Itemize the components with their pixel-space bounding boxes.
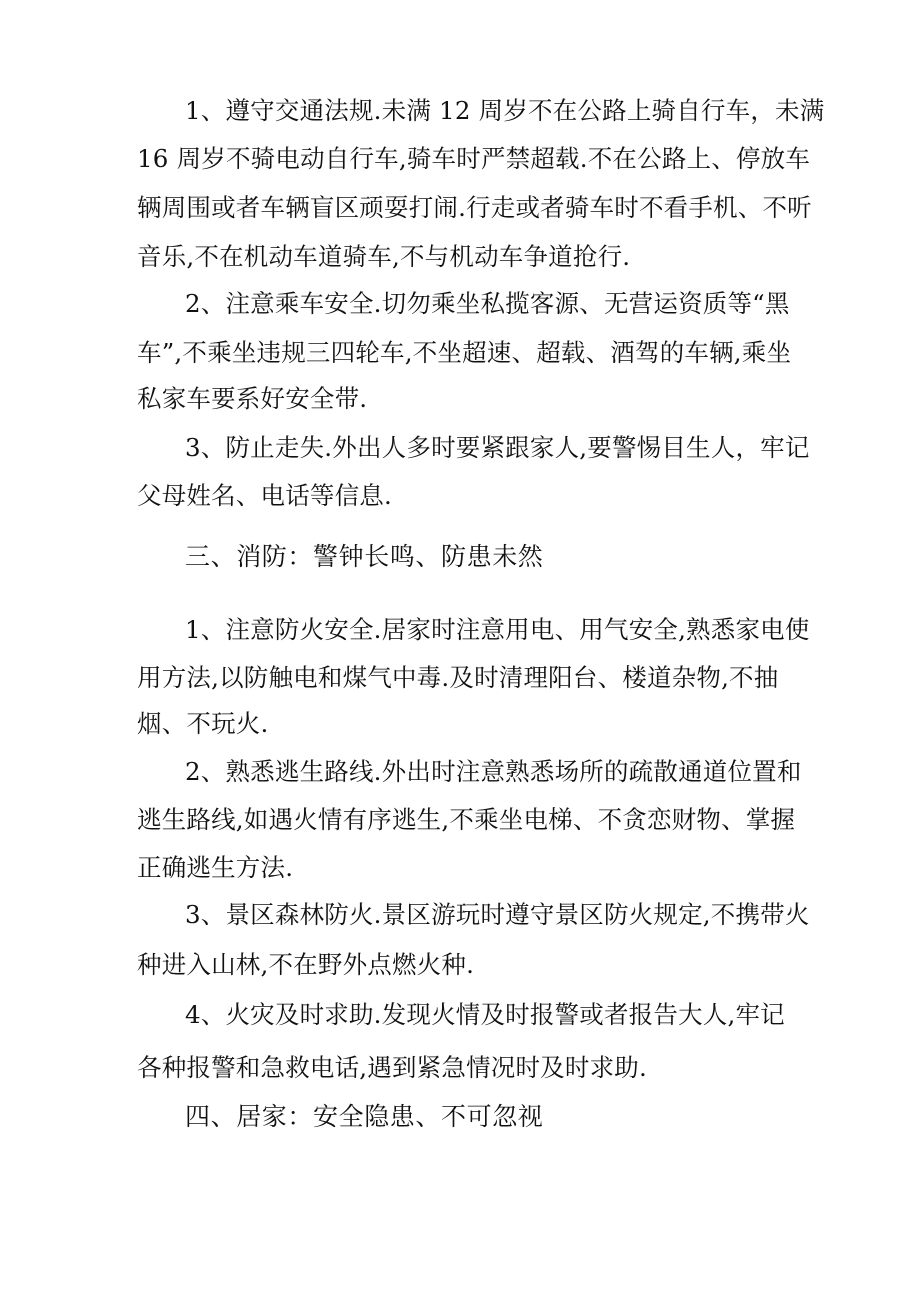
paragraph-line: 3、防止走失.外出人多时要紧跟家人,要警惕目生人，牢记 [185,433,810,462]
paragraph-line: 4、火灾及时求助.发现火情及时报警或者报告大人,牢记 [185,1000,785,1029]
paragraph-line: 2、注意乘车安全.切勿乘坐私揽客源、无营运资质等“黑 [185,289,790,318]
section-heading-home: 四、居家：安全隐患、不可忽视 [185,1102,544,1131]
paragraph-line: 1、遵守交通法规.未满 12 周岁不在公路上骑自行车，未满 [185,96,825,125]
paragraph-line: 烟、不玩火. [137,709,269,738]
paragraph-line: 正确逃生方法. [137,853,294,882]
paragraph-line: 各种报警和急救电话,遇到紧急情况时及时求助. [137,1053,647,1082]
paragraph-line: 辆周围或者车辆盲区顽耍打闹.行走或者骑车时不看手机、不听 [137,193,812,222]
paragraph-line: 3、景区森林防火.景区游玩时遵守景区防火规定,不携带火 [185,900,810,929]
paragraph-line: 私家车要系好安全带. [137,384,368,413]
paragraph-line: 音乐,不在机动车道骑车,不与机动车争道抢行. [137,242,631,271]
section-heading-fire: 三、消防：警钟长鸣、防患未然 [185,542,544,571]
paragraph-line: 车”,不乘坐违规三四轮车,不坐超速、超载、酒驾的车辆,乘坐 [137,338,792,367]
paragraph-line: 2、熟悉逃生路线.外出时注意熟悉场所的疏散通道位置和 [185,757,802,786]
paragraph-line: 1、注意防火安全.居家时注意用电、用气安全,熟悉家电使 [185,615,810,644]
paragraph-line: 父母姓名、电话等信息. [137,481,392,510]
paragraph-line: 用方法,以防触电和煤气中毒.及时清理阳台、楼道杂物,不抽 [137,663,779,692]
paragraph-line: 逃生路线,如遇火情有序逃生,不乘坐电梯、不贪恋财物、掌握 [137,805,796,834]
paragraph-line: 种进入山林,不在野外点燃火种. [137,950,475,979]
paragraph-line: 16 周岁不骑电动自行车,骑车时严禁超载.不在公路上、停放车 [137,144,811,173]
